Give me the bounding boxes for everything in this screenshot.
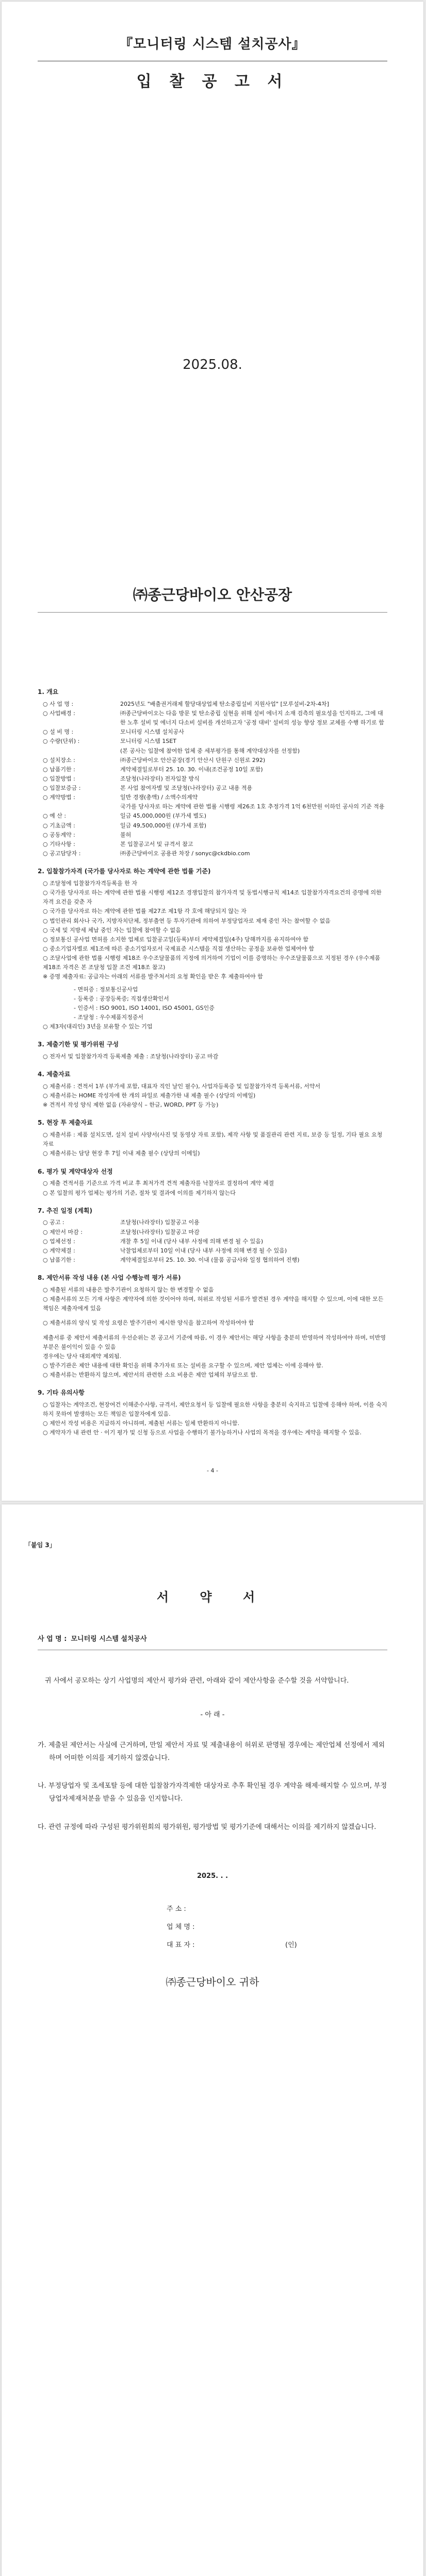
list-item	[38, 1328, 387, 1333]
row-label: ○ 예 산 :	[43, 812, 67, 820]
signature-block	[167, 1903, 387, 1952]
row-value: 조달청(나라장터) 입찰공고 마감	[120, 1228, 200, 1235]
row-label: ○ 공동계약 :	[43, 831, 75, 838]
signature-value: (인)	[285, 1941, 297, 1949]
row-label: ○ 사업배경 :	[43, 709, 75, 717]
evaluation-list	[38, 1179, 387, 1197]
pledge-date: 2025. . .	[196, 1872, 228, 1880]
below-heading: - 아 래 -	[200, 1711, 225, 1719]
row-label: ○ 기타사항 :	[43, 840, 75, 848]
list-item: ※ 견적서 작성 양식 제한 없음 (자유양식 – 한글, WORD, PPT 등 가능)	[43, 1101, 219, 1109]
pledge-item: 가. 제출된 제안서는 사실에 근거하며, 만일 제안서 자료 및 제출내용이 허위로 판명될 경우에는 제안업체 선정에서 제외하며 어떠한 이의를 제기하지 않겠습니다.	[38, 1741, 385, 1762]
row-label: ○ 업체선정 :	[43, 1238, 75, 1245]
signature-label: 업 체 명 :	[167, 1923, 195, 1931]
row-value: 일반 경쟁(총액) / 소액수의계약	[120, 794, 198, 801]
overview-row	[38, 737, 387, 746]
list-item: ○ 제출된 서류의 내용은 발주기관이 요청하지 않는 한 변경할 수 없음	[43, 1286, 214, 1293]
list-item: 경우에는 당사 대외계약 제외됨.	[43, 1352, 122, 1360]
overview-row	[38, 774, 387, 784]
overview-row	[38, 840, 387, 849]
deadline-list	[38, 1052, 387, 1061]
list-item: - 면허증 : 정보통신공사업	[74, 986, 138, 993]
list-item: ○ 제출서류는 반환하지 않으며, 제안서의 관련한 소요 비용은 제안 업체의 부담으로 함.	[43, 1371, 258, 1379]
list-item: ○ 제출서류는 담당 현장 후 7일 이내 제출 필수 (상당의 이메일)	[43, 1150, 200, 1157]
row-label: ○ 입찰방법 :	[43, 775, 75, 782]
list-item: - 등록증 : 공장등록증; 직접생산확인서	[74, 995, 169, 1002]
signature-row	[167, 1903, 387, 1916]
list-item: ○ 제출서류 : 제품 설치도면, 설치 설비 사양서(사진 및 동영상 자료 포함), 제작 사항 및 품질관리 관련 지료, 보증 등 일정, 기타 필요 요청 자료	[43, 1131, 383, 1148]
list-item: 제출서류 중 제안서 제출서류의 우선순위는 본 공고서 기준에 따름, 이 경우 제안서는 해당 사항을 충분히 반영하여 작성하여야 하며, 미반영 부분은 불이익이 있을 수 있음	[43, 1334, 386, 1350]
signature-label: 주 소 :	[167, 1905, 186, 1913]
proposal-list	[38, 1285, 387, 1380]
pledge-item: 나. 부정당업자 및 조세포탈 등에 대한 입찰참가자격제한 대상자로 추후 확인될 경우 계약을 해제·해지할 수 있으며, 부정당업자제재처분을 받을 수 있음을 인지합니다.	[38, 1782, 387, 1803]
pledge-body	[38, 1633, 387, 1992]
pledge-intro: 귀 사에서 공모하는 상기 사업명의 제안서 평가와 관련, 아래와 같이 제안사항을 준수할 것을 서약합니다.	[45, 1676, 349, 1685]
row-value: 개찰 후 5일 이내 (당사 내부 사정에 의해 변경 될 수 있음)	[120, 1238, 264, 1245]
section-title: 4. 제출자료	[38, 1071, 71, 1078]
signature-row	[167, 1921, 387, 1934]
row-label	[43, 802, 120, 811]
row-value: 낙찰업체로부터 10일 이내 (당사 내부 사정에 의해 변경 될 수 있음)	[120, 1247, 287, 1254]
list-item: ○ 제출서류는 HOME 작성자에 한 개의 파일로 제출가한 내 제출 필수 (상당의 이메일)	[43, 1092, 256, 1099]
announcement-page	[2, 2, 423, 1501]
list-item: ○ 입찰자는 계약조건, 현장여건 이해준수사항, 규격서, 제안요청서 등 입찰에 필요한 사항을 충분히 숙지하고 입찰에 응해야 하며, 이를 숙지하지 못하여 발생하는 모든 책임은 입찰자에게 있음.	[43, 1401, 387, 1418]
row-value: 모니터링 시스템 1SET	[120, 738, 177, 745]
overview-row	[38, 821, 387, 831]
row-label	[43, 747, 120, 756]
row-label: ○ 계약방법 :	[43, 794, 75, 801]
list-item: ○ 제출서류 : 견적서 1부 (부가세 포함, 대표자 직인 날인 필수), 사업자등록증 및 입찰참가자격 등록서류, 서약서	[43, 1082, 321, 1090]
row-label: ○ 입찰보증금 :	[43, 785, 81, 792]
row-value: 조달청(나라장터) 입찰공고 이용	[120, 1219, 200, 1226]
announcement-body	[38, 679, 387, 1438]
list-item: ○ 정보통신 공사업 면허를 소지한 업체로 입찰공고일(등록)부터 계약체결일(4주) 당해까지를 유지하여야 함	[43, 936, 309, 943]
row-value: 모니터링 시스템 설치공사	[120, 728, 184, 736]
list-item: ○ 국가를 당사자로 하는 계약에 관한 법률 시행령 제12조 경쟁입찰의 참가자격 및 동법시행규칙 제14조 입찰참가자격요건의 증명에 의한 자격 요건을 갖춘 자	[43, 889, 382, 906]
attachment-label: 「붙임 3」	[25, 1541, 56, 1549]
list-item: ○ 본 입찰의 평가 업체는 평가의 기준, 절차 및 결과에 이의를 제기하지 않는다	[43, 1189, 236, 1196]
overview-row	[38, 756, 387, 765]
row-value: 계약체결일로부터 25. 10. 30. 이내(조건공정 10일 포함)	[120, 766, 263, 773]
section-title: 1. 개요	[38, 688, 59, 696]
list-item: ○ 발주기관은 제안 내용에 대한 확인을 위해 추가자료 또는 설비를 요구할 수 있으며, 제안 업체는 이에 응해야 함.	[43, 1362, 323, 1369]
row-value: 일금 49,500,000원 (부가세 포함)	[120, 822, 207, 829]
list-item: ※ 증명 제출자료: 공급자는 아래의 서류를 발주처서의 요청 확인을 받은 후 제출하여야 함	[43, 973, 263, 980]
project-title: 『모니터링 시스템 설치공사』	[119, 37, 306, 52]
list-item: ○ 국가를 당사자로 하는 계약에 관한 법률 제27조 제1항 각 호에 해당되지 않는 자	[43, 908, 247, 915]
row-label: ○ 사 업 명 :	[43, 700, 74, 707]
row-value: 조달청(나라장터) 전자입찰 방식	[120, 775, 200, 782]
overview-row	[38, 784, 387, 793]
overview-row	[38, 727, 387, 737]
section-title: 7. 추진 일정 (계획)	[38, 1207, 92, 1214]
row-value: (본 공사는 입찰에 참여한 업체 중 세부평가를 통해 계약대상자를 선정함)	[120, 747, 300, 754]
document-title: 입 찰 공 고 서	[136, 73, 289, 91]
qualification-list	[38, 879, 387, 982]
overview-row	[38, 793, 387, 802]
overview-row	[38, 700, 387, 709]
subject-label: 사 업 명 :	[38, 1635, 67, 1643]
row-value: 본 사업 참여자별 및 조달청(나라장터) 공고 내용 적용	[120, 785, 253, 792]
signature-row	[167, 1939, 387, 1952]
list-item: ○ 제출 견적서를 기준으로 가격 비교 후 최저가격 견적 제출자를 낙찰자로 결정하여 계약 체결	[43, 1180, 274, 1187]
row-value: 일금 45,000,000원 (부가세 별도)	[120, 812, 207, 820]
row-label: ○ 기초금액 :	[43, 822, 75, 829]
list-item: ○ 조달청에 입찰참가자격등록을 한 자	[43, 879, 137, 887]
row-value: ㈜종근당바이오 공용관 차장 / sonyc@ckdbio.com	[120, 850, 250, 857]
company-name: ㈜종근당바이오 안산공장	[133, 586, 292, 603]
overview-row	[38, 811, 387, 821]
section-title: 9. 기타 유의사항	[38, 1389, 85, 1397]
row-label: ○ 설 비 명 :	[43, 728, 74, 736]
row-value: 불허	[120, 831, 132, 838]
row-label: ○ 계약체결 :	[43, 1247, 75, 1254]
row-label: ○ 공고 :	[43, 1219, 64, 1226]
overview-row	[38, 849, 387, 858]
section-title: 2. 입찰참가자격 (국가를 당사자로 하는 계약에 관한 법률 기준)	[38, 868, 211, 875]
row-value: 본 입찰공고서 및 규격서 참고	[120, 840, 193, 848]
row-value: ㈜종근당바이오 안산공장(경기 안산시 단원구 신원로 292)	[120, 756, 266, 764]
overview-row	[38, 1228, 387, 1237]
subject-value: 모니터링 시스템 설치공사	[71, 1635, 147, 1643]
overview-row	[38, 802, 387, 811]
row-value: 국가를 당사자로 하는 계약에 관한 법률 시행령 제26조 1호 추정가격 1억 6천만원 이하인 공사의 기준 적용	[120, 803, 385, 810]
row-label: ○ 납품기한 :	[43, 766, 75, 773]
pledge-title: 서 약 서	[156, 1590, 269, 1604]
overview-row	[38, 1256, 387, 1265]
overview-row	[38, 747, 387, 756]
list-item	[38, 1313, 387, 1318]
signature-label: 대 표 자 :	[167, 1941, 195, 1949]
list-item: ○ 제출서류의 양식 및 작성 요령은 발주기관이 제시한 양식을 참고하여 작성하여야 함	[43, 1319, 254, 1327]
section-title: 8. 제안서류 작성 내용 (본 사업 수행능력 평가 서류)	[38, 1274, 181, 1282]
row-label: ○ 제안서 마감 :	[43, 1228, 83, 1235]
document-list	[38, 985, 387, 1023]
overview-row	[38, 1246, 387, 1256]
pledge-item: 다. 관련 규정에 따라 구성된 평가위원회의 평가위원, 평가방법 및 평가기준에 대해서는 이의를 제기하지 않겠습니다.	[38, 1823, 376, 1831]
row-label: ○ 수량(단위) :	[43, 738, 80, 745]
pledge-page	[2, 1504, 423, 2576]
list-item: ○ 제3자(대리인) 3년을 보유할 수 있는 기업	[43, 1023, 153, 1030]
row-value: ㈜종근당바이오는 다음 방문 및 탄소중립 실현을 위해 설비 에너지 소재 검측의 필요성을 인지하고, 그에 대한 노후 설비 및 에너지 다소비 설비를 개선하고자 '공정 대비' 설비의 성능 향상 정보 교체를 수행 하기로 함	[120, 709, 384, 726]
row-label: ○ 설치장소 :	[43, 756, 75, 764]
section-title: 3. 제출기한 및 평가위원 구성	[38, 1041, 119, 1048]
list-item: ○ 법인관리 회사나 국가, 지방자치단체, 정부출연 등 투자기관에 의하여 부정당업자로 제재 중인 자는 참여할 수 없음	[43, 917, 331, 924]
schedule-list	[38, 1218, 387, 1265]
pledge-items	[38, 1739, 387, 1834]
notes-list	[38, 1400, 387, 1438]
announcement-date: 2025.08.	[183, 357, 242, 372]
site-submission-list	[38, 1130, 387, 1158]
overview-row	[38, 831, 387, 840]
overview-row	[38, 1237, 387, 1246]
row-value: 2025년도 "배출권거래제 할당대상업체 탄소중립설비 지원사업" [모루설비-2차-4차]	[120, 700, 329, 707]
list-item: - 조달청 : 우수제품지정증서	[74, 1013, 144, 1021]
row-label: ○ 공고담당자 :	[43, 850, 81, 857]
overview-list	[38, 700, 387, 858]
recipient: ㈜종근당바이오 귀하	[166, 1976, 259, 1989]
list-item: ○ 중소기업자별로 제1조에 따른 중소기업자로서 국제표준 시스템을 직접 생산하는 공정을 보유한 업체여야 함	[43, 945, 315, 952]
section-divider	[38, 612, 387, 613]
list-item: - 인증서 : ISO 9001, ISO 14001, ISO 45001, GS인증	[74, 1004, 215, 1011]
overview-row	[38, 709, 387, 727]
list-item: ○ 전자서 및 입찰참가자격 등록제출 제출 : 조달청(나라장터) 공고 마감	[43, 1053, 219, 1060]
overview-row	[38, 765, 387, 774]
list-item: ○ 제출서류의 모든 기재 사항은 계약자에 의한 것이어야 하며, 허위로 작성된 서류가 발견된 경우 계약을 해지할 수 있으며, 이에 대한 모든 책임은 제출자에게 있음	[43, 1296, 384, 1312]
row-value: 계약체결일로부터 25. 10. 30. 이내 (물품 공급사와 일정 협의하여 진행)	[120, 1257, 300, 1264]
section-title: 6. 평가 및 계약대상자 선정	[38, 1167, 113, 1175]
overview-row	[38, 1218, 387, 1227]
row-label: ○ 납품기한 :	[43, 1257, 75, 1264]
section-title: 5. 현장 투 제출자료	[38, 1119, 93, 1127]
list-item: ○ 계약자가 내 관련 안 · 이기 평가 및 신청 등으로 사업을 수행하기 불가능하거나 사업의 목적을 경우에는 계약을 해지할 수 있음.	[43, 1429, 362, 1436]
list-item: ○ 제안서 작성 비용은 지급하지 아니하며, 제출된 서류는 일체 반환하지 아니함.	[43, 1420, 239, 1427]
list-item: ○ 조달사업에 관한 법률 시행령 제18조 우수조달물품의 지정에 의거하여 기업이 이를 증명하는 우수조달물품으로 지정된 경우 (우수제품 제18조 자격은 본 조달청 입찰 조건 제18조 참고)	[43, 955, 381, 971]
submission-list	[38, 1082, 387, 1110]
page-number: - 4 -	[207, 1467, 218, 1474]
list-item: ○ 국세 및 지방세 체납 중인 자는 입찰에 참여할 수 없음	[43, 926, 181, 934]
